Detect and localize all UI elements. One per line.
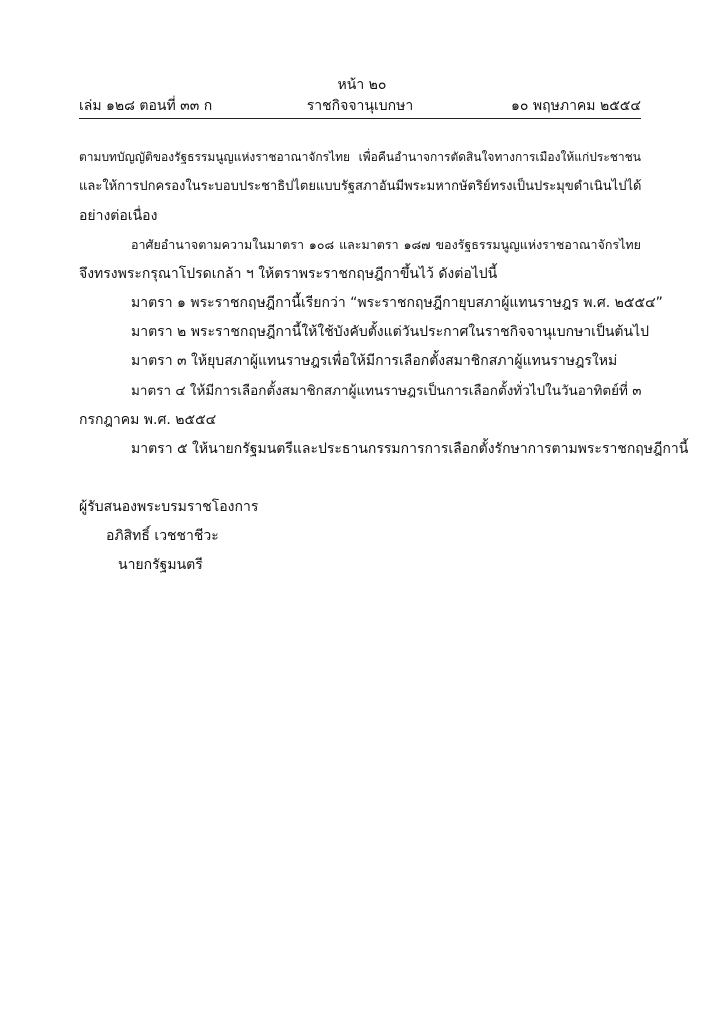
preamble-line-3: อย่างต่อเนื่อง (79, 208, 158, 224)
section-4-line-2: กรกฎาคม พ.ศ. ๒๕๕๔ (79, 412, 217, 428)
section-1: มาตรา ๑ พระราชกฤษฎีกานี้เรียกว่า “พระราชกฤษฎีกายุบสภาผู้แทนราษฎร พ.ศ. ๒๕๕๔” (131, 295, 663, 311)
section-4-line-1: มาตรา ๔ ให้มีการเลือกตั้งสมาชิกสภาผู้แทนราษฎรเป็นการเลือกตั้งทั่วไปในวันอาทิตย์ที่ ๓ (131, 383, 642, 399)
signatory-position: นายกรัฐมนตรี (118, 557, 203, 573)
page-number: หน้า ๒๐ (337, 77, 387, 93)
header-divider (79, 118, 641, 119)
section-3: มาตรา ๓ ให้ยุบสภาผู้แทนราษฎรเพื่อให้มีการเลือกตั้งสมาชิกสภาผู้แทนราษฎรใหม่ (131, 353, 618, 369)
section-2: มาตรา ๒ พระราชกฤษฎีกานี้ให้ใช้บังคับตั้งแต่วันประกาศในราชกิจจานุเบกษาเป็นต้นไป (131, 324, 650, 340)
publication-date: ๑๐ พฤษภาคม ๒๕๕๔ (511, 98, 641, 114)
section-5: มาตรา ๕ ให้นายกรัฐมนตรีและประธานกรรมการการเลือกตั้งรักษาการตามพระราชกฤษฎีกานี้ (131, 441, 689, 457)
authority-line-1: อาศัยอำนาจตามความในมาตรา ๑๐๘ และมาตรา ๑๘๗ ของรัฐธรรมนูญแห่งราชอาณาจักรไทย (131, 237, 641, 252)
gazette-title: ราชกิจจานุเบกษา (306, 98, 414, 114)
countersign-label: ผู้รับสนองพระบรมราชโองการ (79, 499, 259, 515)
signatory-name: อภิสิทธิ์ เวชชาชีวะ (106, 528, 219, 544)
preamble-line-2: และให้การปกครองในระบอบประชาธิปไตยแบบรัฐสภาอันมีพระมหากษัตริย์ทรงเป็นประมุขดำเนินไปได้ (79, 179, 642, 194)
preamble-line-1: ตามบทบัญญัติของรัฐธรรมนูญแห่งราชอาณาจักรไทย เพื่อคืนอำนาจการตัดสินใจทางการเมืองให้แก่ประชาชน (79, 150, 641, 164)
authority-line-2: จึงทรงพระกรุณาโปรดเกล้า ฯ ให้ตราพระราชกฤษฎีกาขึ้นไว้ ดังต่อไปนี้ (79, 266, 498, 282)
volume-issue: เล่ม ๑๒๘ ตอนที่ ๓๓ ก (79, 98, 213, 114)
gazette-header (79, 95, 641, 117)
